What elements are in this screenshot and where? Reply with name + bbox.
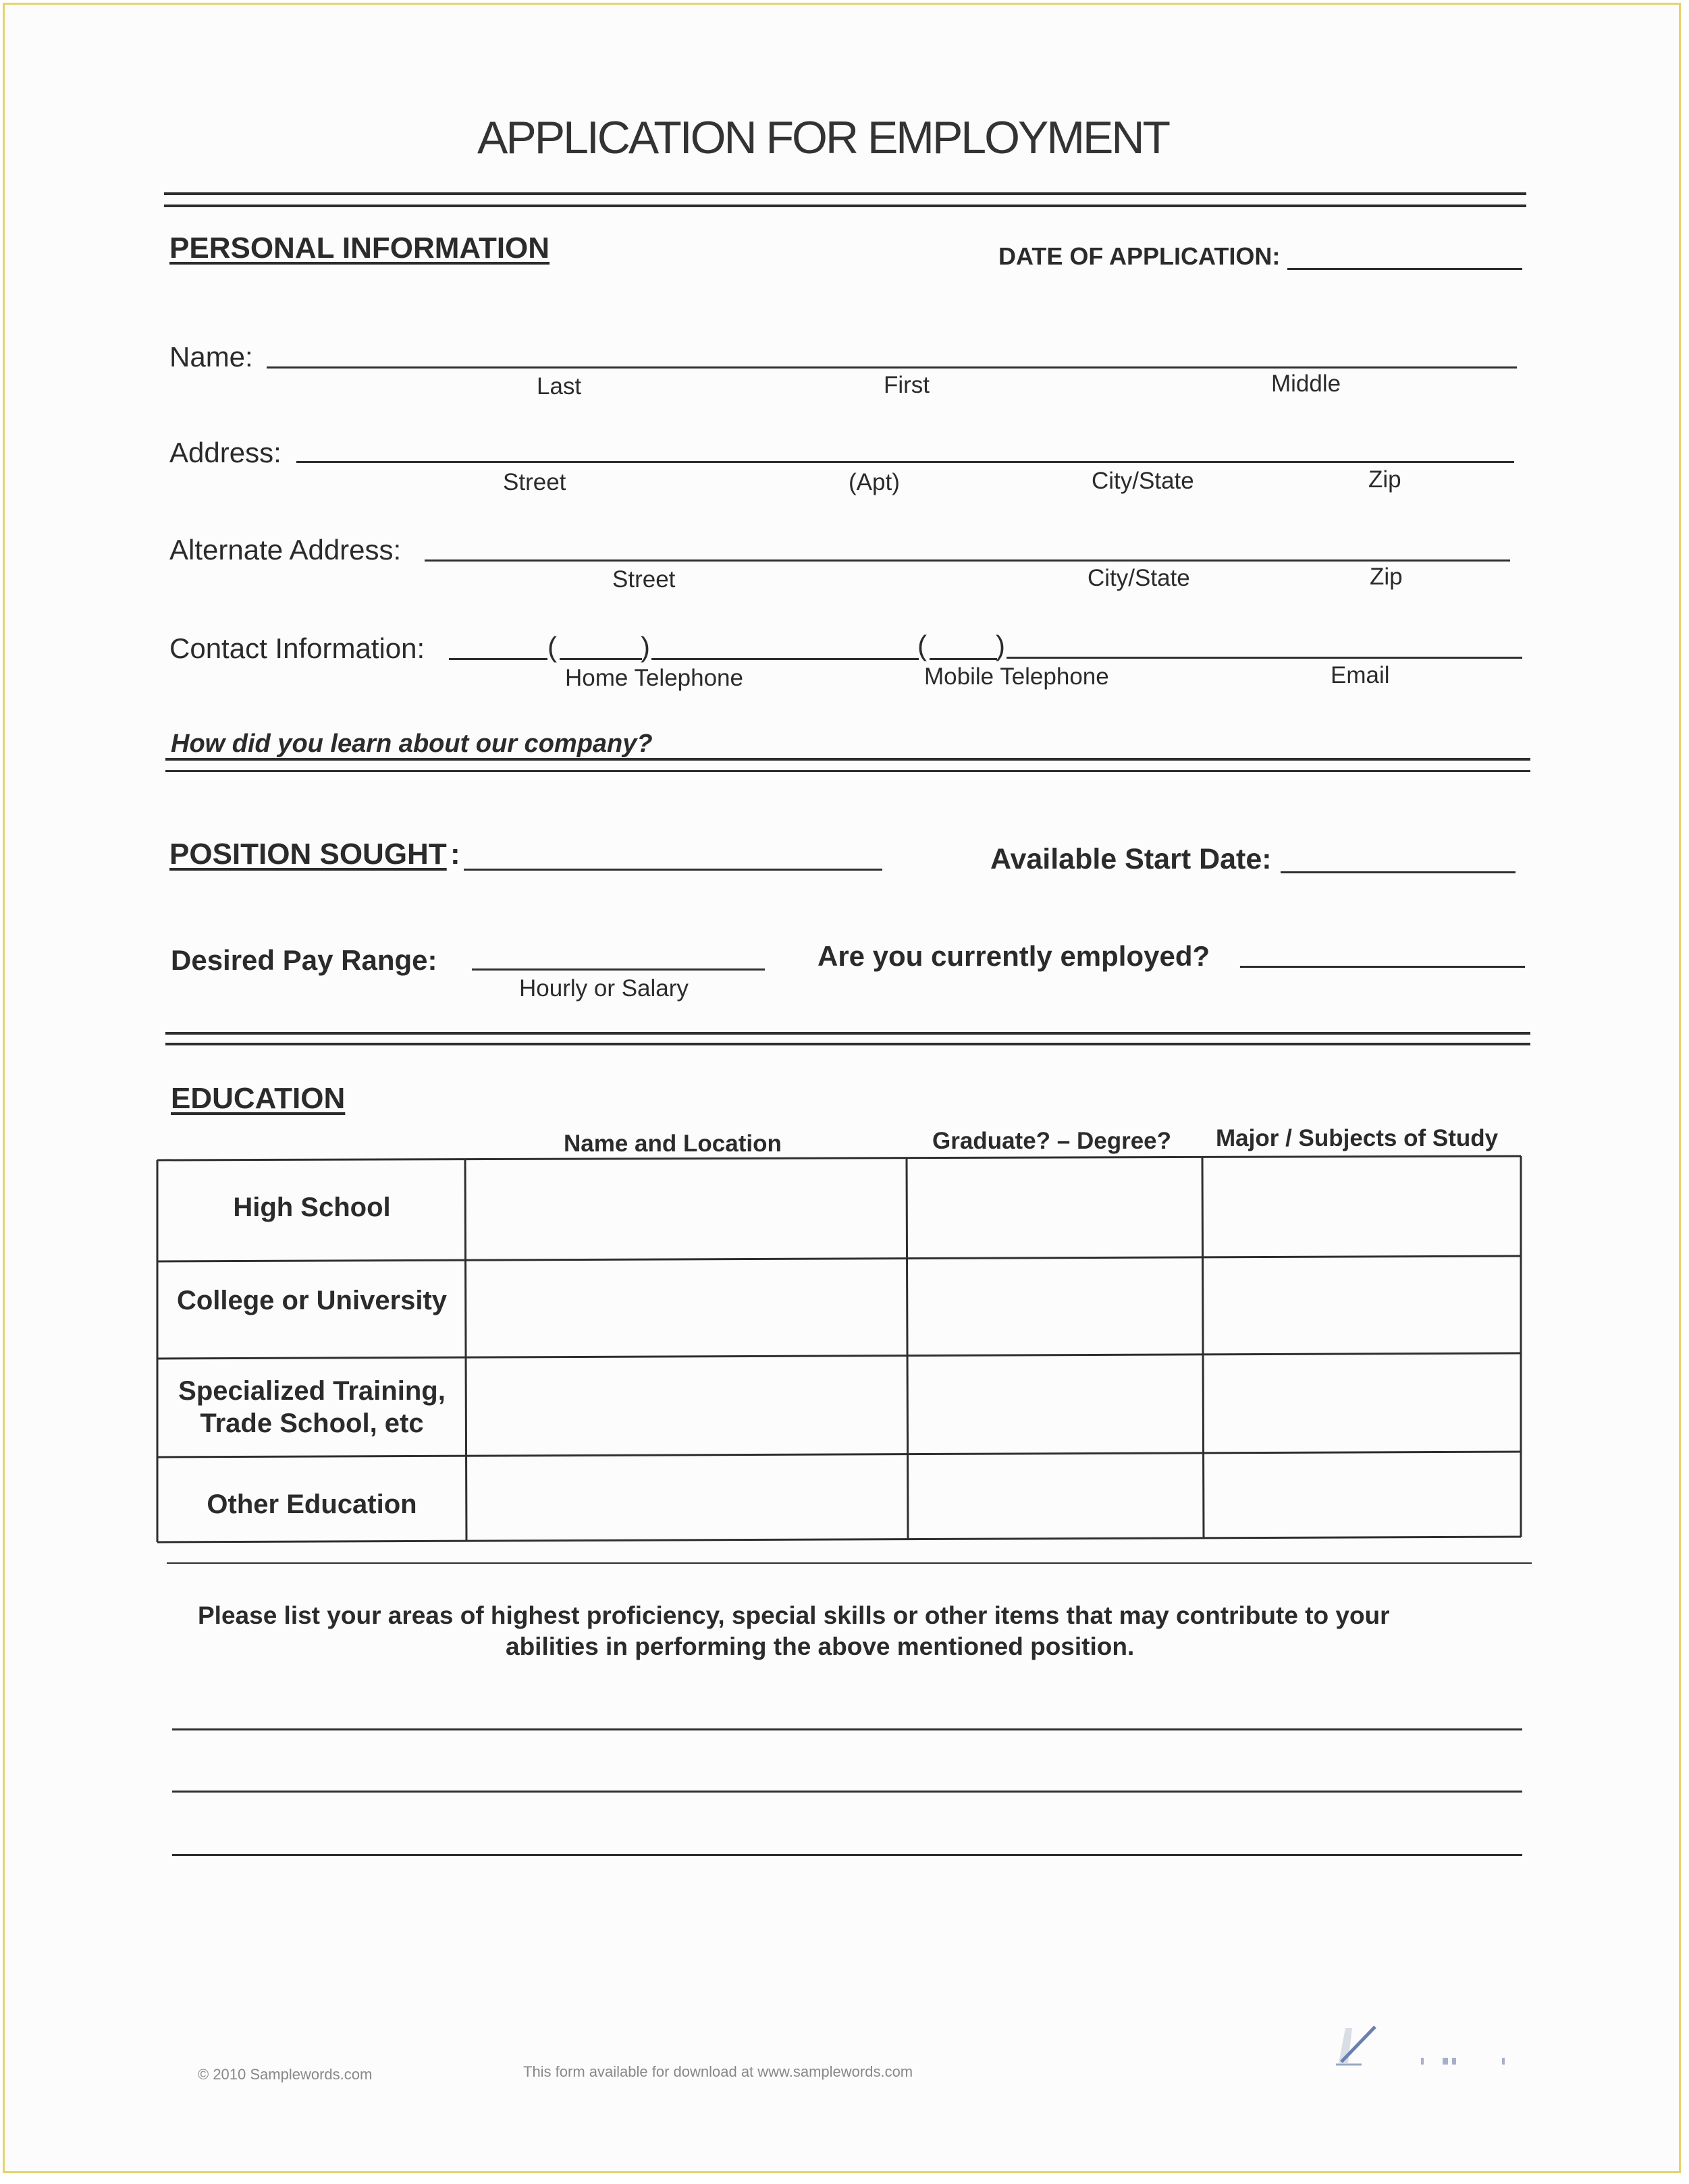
education-col-major-subjects: Major / Subjects of Study (1216, 1125, 1499, 1151)
pen-icon (1335, 2021, 1389, 2069)
alternate-address-label: Alternate Address: (169, 534, 402, 566)
footer-download-note: This form available for download at www.samplewords.com (523, 2063, 913, 2080)
college-degree-cell[interactable] (909, 1263, 1201, 1355)
skills-answer-line-3[interactable] (172, 1854, 1522, 1856)
address-apt-caption: (Apt) (849, 469, 900, 495)
high-school-name-location-cell[interactable] (468, 1163, 905, 1257)
skills-prompt-line-2: abilities in performing the above mentioned position. (506, 1633, 1135, 1660)
education-table-col-line-1 (465, 1159, 466, 1541)
mobile-area-paren-close: ) (996, 630, 1005, 661)
date-of-application-label: DATE OF APPLICATION: (998, 242, 1281, 270)
education-row-high-school: High School (233, 1193, 391, 1222)
desired-pay-range-label: Desired Pay Range: (171, 944, 437, 976)
skills-answer-line-2[interactable] (172, 1791, 1522, 1793)
high-school-degree-cell[interactable] (909, 1162, 1201, 1256)
other-major-cell[interactable] (1205, 1456, 1520, 1535)
address-city-state-caption: City/State (1092, 468, 1194, 494)
other-degree-cell[interactable] (909, 1458, 1201, 1538)
alt-address-street-caption: Street (612, 566, 676, 593)
other-name-location-cell[interactable] (468, 1460, 905, 1539)
education-row-college: College or University (176, 1286, 448, 1315)
education-table-grid (5, 5, 1679, 2171)
application-form-page (3, 3, 1681, 2173)
college-major-cell[interactable] (1205, 1260, 1520, 1352)
learn-about-company-question: How did you learn about our company? (171, 730, 653, 758)
form-title: APPLICATION FOR EMPLOYMENT (477, 112, 1169, 163)
name-middle-caption: Middle (1271, 371, 1341, 397)
home-telephone-caption: Home Telephone (565, 665, 743, 691)
skills-prompt-line-1: Please list your areas of highest proficiency, special skills or other items that may contribute to your (198, 1602, 1390, 1629)
college-name-location-cell[interactable] (468, 1264, 905, 1356)
address-street-caption: Street (503, 469, 566, 495)
name-label: Name: (169, 341, 253, 373)
home-area-paren-open: ( (547, 631, 557, 663)
hourly-or-salary-caption: Hourly or Salary (519, 975, 689, 1002)
name-last-caption: Last (537, 373, 582, 400)
training-degree-cell[interactable] (909, 1360, 1201, 1453)
alt-address-zip-caption: Zip (1370, 564, 1403, 590)
currently-employed-label: Are you currently employed? (817, 940, 1210, 972)
mobile-area-paren-open: ( (917, 630, 927, 661)
education-col-graduate-degree: Graduate? – Degree? (932, 1128, 1171, 1154)
skills-answer-line-1[interactable] (172, 1728, 1522, 1730)
education-row-other: Other Education (207, 1490, 417, 1519)
position-sought-colon: : (450, 838, 460, 871)
contact-information-label: Contact Information: (169, 632, 425, 664)
education-table-col-line-2 (907, 1158, 908, 1540)
training-name-location-cell[interactable] (468, 1361, 905, 1454)
section-rule-education (167, 1562, 1532, 1564)
available-start-date-label: Available Start Date: (990, 843, 1272, 875)
footer-copyright: © 2010 Samplewords.com (198, 2066, 373, 2083)
training-major-cell[interactable] (1205, 1357, 1520, 1450)
home-area-paren-close: ) (641, 631, 650, 663)
education-col-name-location: Name and Location (564, 1130, 782, 1157)
email-caption: Email (1331, 662, 1390, 688)
position-sought-label: POSITION SOUGHT (169, 838, 447, 871)
mobile-telephone-caption: Mobile Telephone (924, 663, 1109, 690)
alt-address-city-state-caption: City/State (1088, 565, 1190, 591)
education-heading: EDUCATION (171, 1082, 346, 1115)
address-zip-caption: Zip (1368, 466, 1401, 493)
name-first-caption: First (884, 372, 930, 398)
faded-logo-mark (1416, 2055, 1510, 2069)
education-row-specialized-training: Specialized Training, Trade School, etc (178, 1376, 446, 1438)
address-label: Address: (169, 437, 282, 468)
education-table-col-line-3 (1202, 1157, 1204, 1539)
high-school-major-cell[interactable] (1205, 1160, 1520, 1255)
personal-information-heading: PERSONAL INFORMATION (169, 231, 550, 265)
